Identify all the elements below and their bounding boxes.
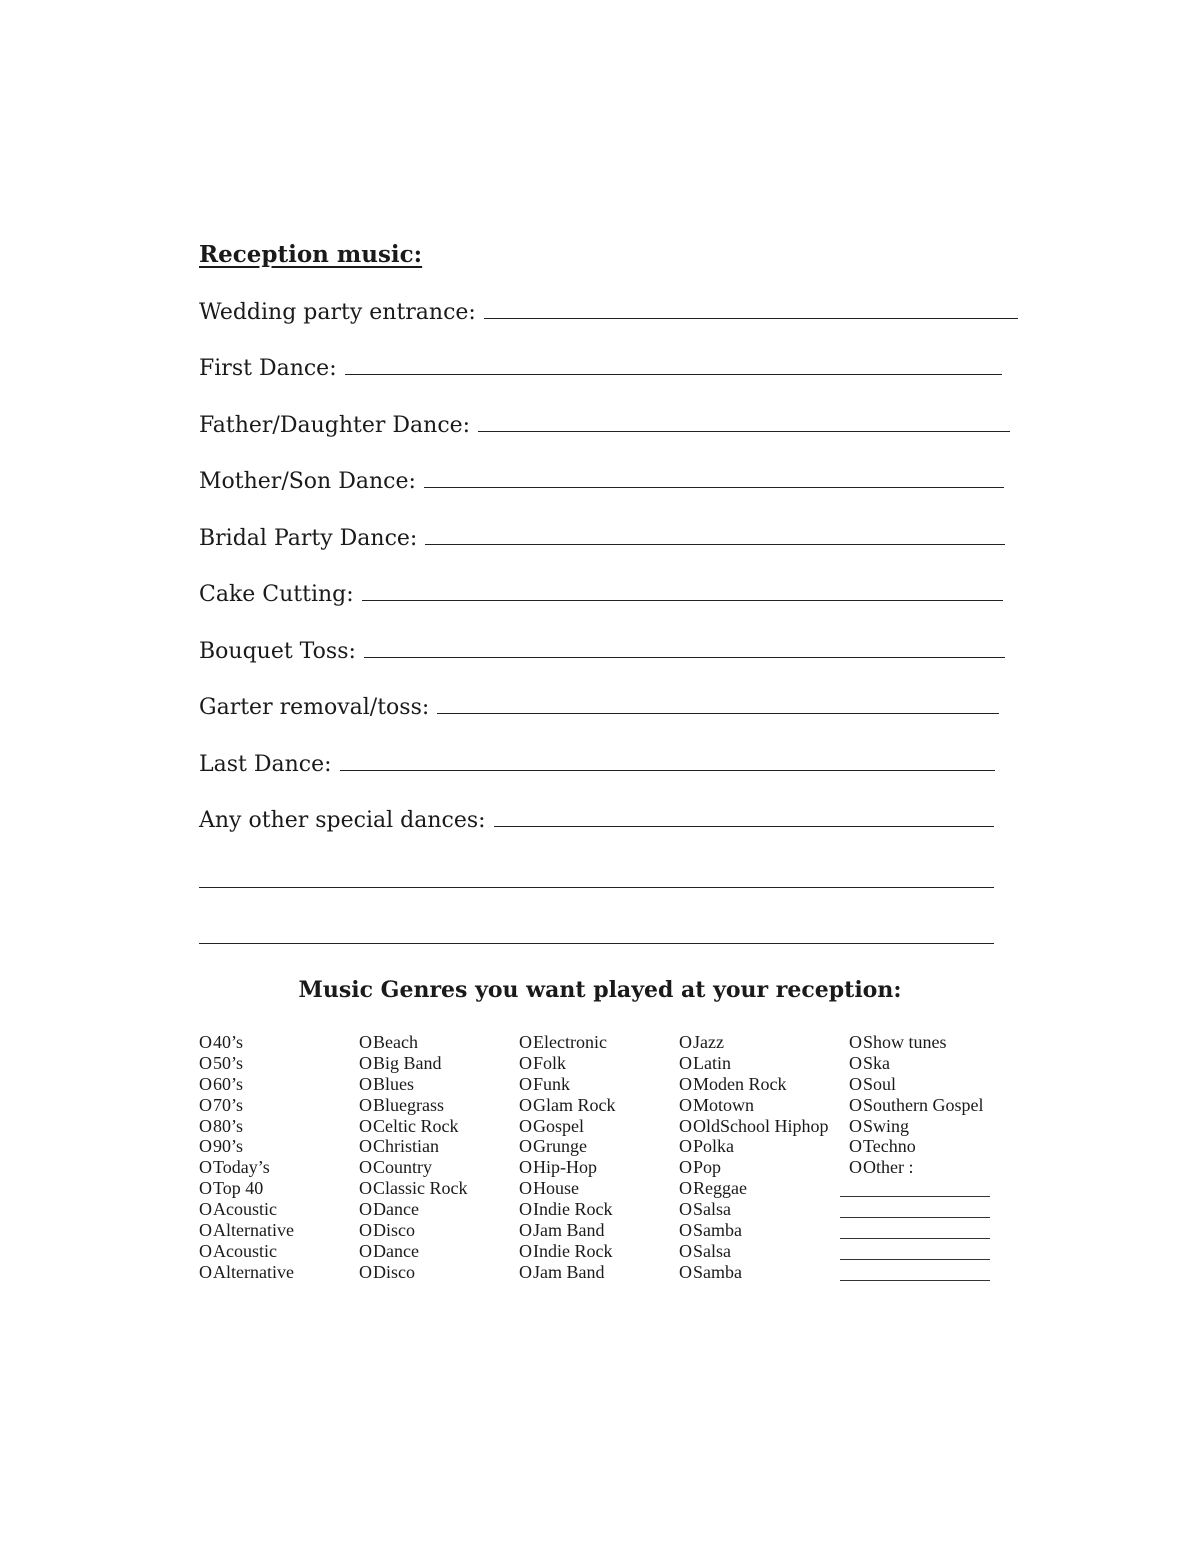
genre-option[interactable] [519, 1199, 616, 1220]
checkbox-circle-icon[interactable]: O [519, 1052, 532, 1073]
checkbox-circle-icon[interactable]: O [679, 1052, 692, 1073]
genre-option[interactable] [849, 1116, 984, 1137]
genre-label: 90’s [213, 1136, 244, 1157]
checkbox-circle-icon[interactable]: O [849, 1157, 862, 1178]
genre-option[interactable] [359, 1136, 468, 1157]
checkbox-circle-icon[interactable]: O [199, 1094, 212, 1115]
genre-option[interactable] [519, 1178, 616, 1199]
genre-column-3 [519, 1032, 616, 1283]
genre-option[interactable] [679, 1241, 829, 1262]
checkbox-circle-icon[interactable]: O [359, 1073, 372, 1094]
genre-option[interactable] [359, 1032, 468, 1053]
checkbox-circle-icon[interactable]: O [519, 1240, 532, 1261]
field-label: Any other special dances: [199, 808, 486, 833]
field-label: Last Dance: [199, 752, 332, 777]
checkbox-circle-icon[interactable]: O [849, 1136, 862, 1157]
genre-label: Acoustic [213, 1199, 277, 1220]
genre-option[interactable] [849, 1053, 984, 1074]
other-genre-line[interactable] [840, 1259, 990, 1260]
field-bridal-party-dance [199, 522, 1005, 556]
genre-option[interactable] [199, 1032, 294, 1053]
checkbox-circle-icon[interactable]: O [519, 1073, 532, 1094]
checkbox-circle-icon[interactable]: O [679, 1073, 692, 1094]
checkbox-circle-icon[interactable]: O [199, 1199, 212, 1220]
genre-option[interactable] [679, 1053, 829, 1074]
genre-column-5 [849, 1032, 984, 1178]
genre-label: Celtic Rock [373, 1115, 459, 1136]
genre-label: Latin [693, 1052, 731, 1073]
genre-label: Alternative [213, 1220, 294, 1241]
genre-option[interactable] [359, 1095, 468, 1116]
checkbox-circle-icon[interactable]: O [519, 1032, 532, 1052]
checkbox-circle-icon[interactable]: O [359, 1157, 372, 1178]
genre-label: Jazz [693, 1032, 724, 1052]
checkbox-circle-icon[interactable]: O [359, 1136, 372, 1157]
genre-label: Bluegrass [373, 1094, 444, 1115]
genre-label: 80’s [213, 1115, 244, 1136]
genre-label: Jam Band [533, 1220, 605, 1241]
field-label: Garter removal/toss: [199, 695, 430, 720]
checkbox-circle-icon[interactable]: O [359, 1240, 372, 1261]
checkbox-circle-icon[interactable]: O [849, 1052, 862, 1073]
field-father-daughter-dance [199, 409, 1010, 443]
genre-label: Samba [693, 1261, 742, 1282]
genre-option[interactable] [359, 1053, 468, 1074]
genre-option[interactable] [359, 1116, 468, 1137]
genre-option[interactable] [199, 1053, 294, 1074]
genre-option[interactable] [519, 1262, 616, 1283]
checkbox-circle-icon[interactable]: O [359, 1052, 372, 1073]
checkbox-circle-icon[interactable]: O [199, 1032, 212, 1052]
genre-option[interactable] [199, 1199, 294, 1220]
genre-option-other[interactable] [849, 1157, 984, 1178]
genre-label: Electronic [533, 1032, 607, 1052]
extra-fill-in-line[interactable] [199, 887, 994, 888]
genre-option[interactable] [199, 1095, 294, 1116]
checkbox-circle-icon[interactable]: O [849, 1094, 862, 1115]
genre-option[interactable] [849, 1074, 984, 1095]
checkbox-circle-icon[interactable]: O [519, 1115, 532, 1136]
genre-option[interactable] [679, 1262, 829, 1283]
genre-option[interactable] [679, 1220, 829, 1241]
checkbox-circle-icon[interactable]: O [519, 1220, 532, 1241]
genre-label: Glam Rock [533, 1094, 616, 1115]
genre-label: House [533, 1178, 579, 1199]
genre-option[interactable] [519, 1241, 616, 1262]
checkbox-circle-icon[interactable]: O [679, 1220, 692, 1241]
genre-option[interactable] [519, 1095, 616, 1116]
genre-option[interactable] [199, 1074, 294, 1095]
checkbox-circle-icon[interactable]: O [199, 1240, 212, 1261]
genre-option[interactable] [359, 1262, 468, 1283]
checkbox-circle-icon[interactable]: O [199, 1178, 212, 1199]
checkbox-circle-icon[interactable]: O [679, 1032, 692, 1052]
genre-label: Indie Rock [533, 1240, 613, 1261]
checkbox-circle-icon[interactable]: O [359, 1199, 372, 1220]
genre-option[interactable] [519, 1032, 616, 1053]
genre-label: Pop [693, 1157, 722, 1178]
genre-option[interactable] [359, 1178, 468, 1199]
field-label: First Dance: [199, 356, 337, 381]
checkbox-circle-icon[interactable]: O [199, 1220, 212, 1241]
checkbox-circle-icon[interactable]: O [199, 1115, 212, 1136]
genre-label: Swing [863, 1115, 910, 1136]
genre-label: Country [373, 1157, 433, 1178]
checkbox-circle-icon[interactable]: O [359, 1178, 372, 1199]
checkbox-circle-icon[interactable]: O [679, 1136, 692, 1157]
music-genres-heading: Music Genres you want played at your reception: [298, 977, 902, 1003]
genre-option[interactable] [849, 1032, 984, 1053]
genre-label: Beach [373, 1032, 418, 1052]
genre-label: Salsa [693, 1240, 731, 1261]
genre-option[interactable] [359, 1074, 468, 1095]
checkbox-circle-icon[interactable]: O [199, 1052, 212, 1073]
fill-in-line[interactable] [478, 409, 1010, 432]
genre-option[interactable] [519, 1116, 616, 1137]
genre-option[interactable] [679, 1157, 829, 1178]
checkbox-circle-icon[interactable]: O [359, 1032, 372, 1052]
field-label: Father/Daughter Dance: [199, 413, 471, 438]
other-genre-line[interactable] [840, 1196, 990, 1197]
checkbox-circle-icon[interactable]: O [679, 1240, 692, 1261]
checkbox-circle-icon[interactable]: O [679, 1178, 692, 1199]
other-genre-line[interactable] [840, 1280, 990, 1281]
fill-in-line[interactable] [494, 804, 994, 827]
genre-label: Reggae [693, 1178, 747, 1199]
genre-option[interactable] [679, 1116, 829, 1137]
genre-label: Top 40 [213, 1178, 264, 1199]
genre-label: Techno [863, 1136, 916, 1157]
checkbox-circle-icon[interactable]: O [519, 1261, 532, 1282]
genre-label: Acoustic [213, 1240, 277, 1261]
genre-option[interactable] [519, 1136, 616, 1157]
genre-label: Southern Gospel [863, 1094, 984, 1115]
extra-fill-in-line[interactable] [199, 943, 994, 944]
field-other-special-dances [199, 804, 994, 838]
genre-option[interactable] [199, 1241, 294, 1262]
genre-label: 70’s [213, 1094, 244, 1115]
genre-option[interactable] [679, 1074, 829, 1095]
genre-label: Grunge [533, 1136, 587, 1157]
field-label: Cake Cutting: [199, 582, 354, 607]
genre-option[interactable] [519, 1220, 616, 1241]
fill-in-line[interactable] [345, 352, 1002, 375]
genre-option[interactable] [679, 1136, 829, 1157]
genre-label: Soul [863, 1073, 897, 1094]
fill-in-line[interactable] [484, 296, 1018, 319]
field-cake-cutting [199, 578, 1003, 612]
genre-column-4 [679, 1032, 829, 1283]
genre-option[interactable] [199, 1136, 294, 1157]
genre-label: 60’s [213, 1073, 244, 1094]
genre-option[interactable] [679, 1032, 829, 1053]
genre-option[interactable] [359, 1220, 468, 1241]
checkbox-circle-icon[interactable]: O [679, 1261, 692, 1282]
genre-option[interactable] [359, 1199, 468, 1220]
fill-in-line[interactable] [425, 522, 1005, 545]
field-bouquet-toss [199, 635, 1005, 669]
fill-in-line[interactable] [340, 748, 995, 771]
genre-label: Samba [693, 1220, 742, 1241]
genre-column-1 [199, 1032, 294, 1283]
genre-column-2 [359, 1032, 468, 1283]
checkbox-circle-icon[interactable]: O [849, 1115, 862, 1136]
reception-music-heading: Reception music: [199, 241, 423, 268]
genre-option[interactable] [679, 1178, 829, 1199]
genre-label: Blues [373, 1073, 415, 1094]
field-wedding-party-entrance [199, 296, 1018, 330]
genre-option[interactable] [519, 1053, 616, 1074]
genre-option[interactable] [849, 1136, 984, 1157]
genre-label: Hip-Hop [533, 1157, 597, 1178]
genre-option[interactable] [199, 1116, 294, 1137]
checkbox-circle-icon[interactable]: O [679, 1094, 692, 1115]
checkbox-circle-icon[interactable]: O [359, 1094, 372, 1115]
field-first-dance [199, 352, 1002, 386]
checkbox-circle-icon[interactable]: O [849, 1032, 862, 1052]
other-genre-line[interactable] [840, 1217, 990, 1218]
genre-label: Salsa [693, 1199, 731, 1220]
fill-in-line[interactable] [362, 578, 1003, 601]
genre-label: Big Band [373, 1052, 442, 1073]
field-last-dance [199, 748, 995, 782]
field-mother-son-dance [199, 465, 1004, 499]
genre-label: Christian [373, 1136, 439, 1157]
genre-label: Gospel [533, 1115, 584, 1136]
genre-label: Classic Rock [373, 1178, 468, 1199]
genre-label: 40’s [213, 1032, 244, 1052]
checkbox-circle-icon[interactable]: O [679, 1157, 692, 1178]
fill-in-line[interactable] [364, 635, 1005, 658]
genre-option[interactable] [519, 1074, 616, 1095]
genre-label: Dance [373, 1240, 419, 1261]
checkbox-circle-icon[interactable]: O [679, 1115, 692, 1136]
genre-option[interactable] [359, 1157, 468, 1178]
checkbox-circle-icon[interactable]: O [519, 1199, 532, 1220]
genre-label: Polka [693, 1136, 735, 1157]
genre-option[interactable] [199, 1220, 294, 1241]
field-garter-removal-toss [199, 691, 999, 725]
genre-option[interactable] [679, 1199, 829, 1220]
genre-option[interactable] [199, 1178, 294, 1199]
checkbox-circle-icon[interactable]: O [679, 1199, 692, 1220]
genre-label: Indie Rock [533, 1199, 613, 1220]
checkbox-circle-icon[interactable]: O [359, 1115, 372, 1136]
checkbox-circle-icon[interactable]: O [359, 1261, 372, 1282]
genre-label: Funk [533, 1073, 571, 1094]
genre-option[interactable] [519, 1157, 616, 1178]
genre-label: Show tunes [863, 1032, 947, 1052]
genre-label: Alternative [213, 1261, 294, 1282]
genre-label: Today’s [213, 1157, 270, 1178]
genre-option[interactable] [359, 1241, 468, 1262]
checkbox-circle-icon[interactable]: O [359, 1220, 372, 1241]
field-label: Mother/Son Dance: [199, 469, 416, 494]
checkbox-circle-icon[interactable]: O [519, 1157, 532, 1178]
checkbox-circle-icon[interactable]: O [519, 1094, 532, 1115]
genre-label: Disco [373, 1261, 415, 1282]
genre-option[interactable] [199, 1157, 294, 1178]
field-label: Bridal Party Dance: [199, 526, 418, 551]
genre-label: Folk [533, 1052, 567, 1073]
genre-label: Ska [863, 1052, 890, 1073]
field-label: Wedding party entrance: [199, 300, 476, 325]
genre-label: Jam Band [533, 1261, 605, 1282]
genre-label: OldSchool Hiphop [693, 1115, 829, 1136]
fill-in-line[interactable] [437, 691, 999, 714]
genre-label: Dance [373, 1199, 419, 1220]
checkbox-circle-icon[interactable]: O [519, 1178, 532, 1199]
checkbox-circle-icon[interactable]: O [849, 1073, 862, 1094]
genre-option[interactable] [199, 1262, 294, 1283]
genre-option[interactable] [679, 1095, 829, 1116]
genre-label: Moden Rock [693, 1073, 787, 1094]
checkbox-circle-icon[interactable]: O [199, 1073, 212, 1094]
fill-in-line[interactable] [424, 465, 1004, 488]
checkbox-circle-icon[interactable]: O [199, 1157, 212, 1178]
genre-option[interactable] [849, 1095, 984, 1116]
other-genre-line[interactable] [840, 1238, 990, 1239]
genre-label: Motown [693, 1094, 755, 1115]
genre-label: Disco [373, 1220, 415, 1241]
genre-label: Other : [863, 1157, 914, 1178]
checkbox-circle-icon[interactable]: O [199, 1261, 212, 1282]
field-label: Bouquet Toss: [199, 639, 356, 664]
checkbox-circle-icon[interactable]: O [519, 1136, 532, 1157]
genre-label: 50’s [213, 1052, 244, 1073]
checkbox-circle-icon[interactable]: O [199, 1136, 212, 1157]
